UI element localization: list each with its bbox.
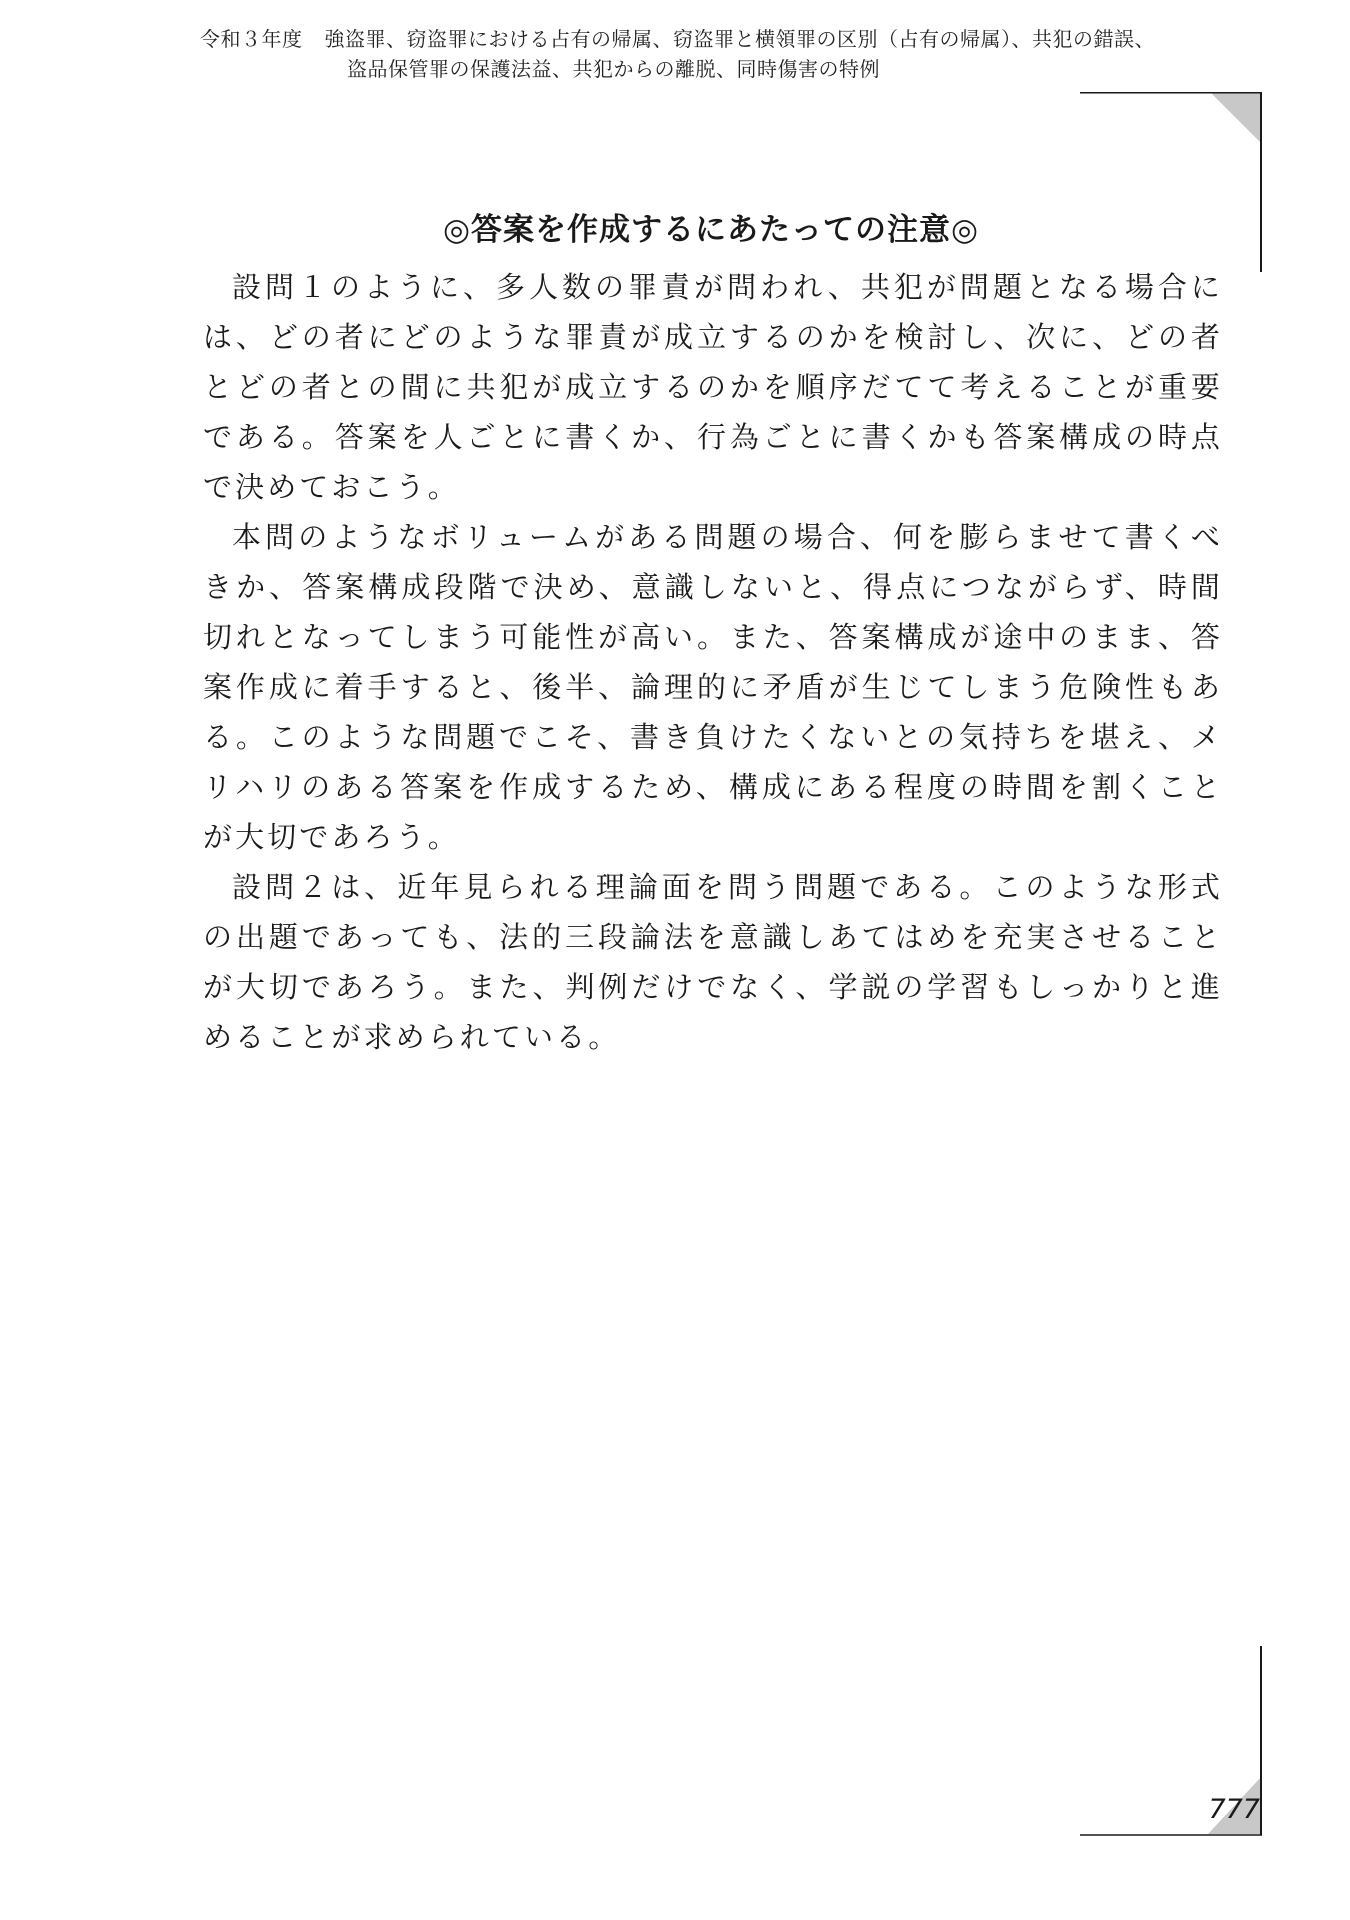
paragraph-1: 設問１のように、多人数の罪責が問われ、共犯が問題となる場合には、どの者にどのような罪責が成立するのかを検討し、次に、どの者とどの者との間に共犯が成立するのかを順序だてて考えることが重要である。答案を人ごとに書くか、行為ごとに書くかも答案構成の時点で決めておこう。 — [203, 270, 1223, 504]
body-text — [203, 262, 1223, 1062]
top-corner-fold — [1210, 92, 1262, 144]
header-year: 令和３年度 — [200, 27, 303, 51]
paragraph-3: 設問２は、近年見られる理論面を問う問題である。このような形式の出題であっても、法的三段論法を意識しあてはめを充実させることが大切であろう。また、判例だけでなく、学説の学習もしっかりと進めることが求められている。 — [203, 870, 1223, 1054]
running-header — [200, 24, 1280, 84]
section-title: ◎答案を作成するにあたっての注意◎ — [442, 212, 980, 248]
header-topics-line2: 盗品保管罪の保護法益、共犯からの離脱、同時傷害の特例 — [347, 57, 880, 81]
paragraph-2: 本問のようなボリュームがある問題の場合、何を膨らませて書くべきか、答案構成段階で決め、意識しないと、得点につながらず、時間切れとなってしまう可能性が高い。また、答案構成が途中のまま、答案作成に着手すると、後半、論理的に矛盾が生じてしまう危険性もある。このような問題でこそ、書き負けたくないとの気持ちを堪え、メリハリのある答案を作成するため、構成にある程度の時間を割くことが大切であろう。 — [203, 520, 1223, 854]
page-number: 777 — [1208, 1794, 1260, 1825]
header-topics-line1: 強盗罪、窃盗罪における占有の帰属、窃盗罪と横領罪の区別（占有の帰属）、共犯の錯誤、 — [324, 27, 1155, 51]
